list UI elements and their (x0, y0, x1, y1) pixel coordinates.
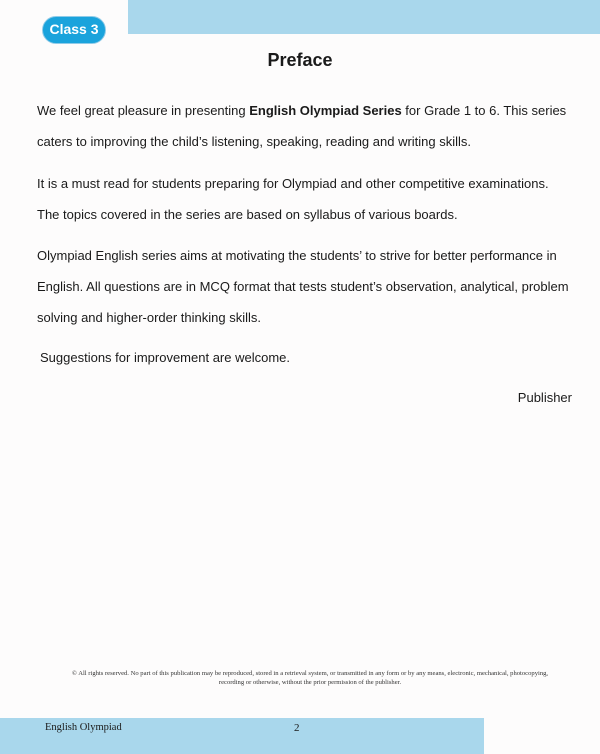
footer-title: English Olympiad (45, 722, 122, 733)
paragraph-aims: Olympiad English series aims at motivating the students’ to strive for better performance in English. All questions are in MCQ format that tests student’s observation, analytical, problem solving and higher-order thinking skills. (37, 248, 569, 325)
paragraph-suggestions: Suggestions for improvement are welcome. (40, 350, 291, 365)
series-name: English Olympiad Series (249, 103, 402, 118)
page-number: 2 (294, 722, 300, 734)
publisher-signoff: Publisher (517, 390, 572, 405)
paragraph-intro-rest: for Grade 1 to 6. This series caters to improving the child’s listening, speaking, reading and writing skills. (37, 103, 567, 149)
paragraph-intro (37, 95, 572, 157)
header-band (128, 0, 600, 34)
page-title: Preface (267, 50, 333, 70)
copyright-notice: © All rights reserved. No part of this publication may be reproduced, stored in a retrieval system, or transmitted in any form or by any means, electronic, mechanical, photocopying, recording or otherwise, without the prior permission of the publisher. (71, 670, 549, 686)
paragraph-audience: It is a must read for students preparing for Olympiad and other competitive examinations. The topics covered in the series are based on syllabus of various boards. (37, 176, 549, 222)
paragraph-intro-lead: We feel great pleasure in presenting (37, 103, 250, 118)
class-badge: Class 3 (42, 16, 106, 44)
